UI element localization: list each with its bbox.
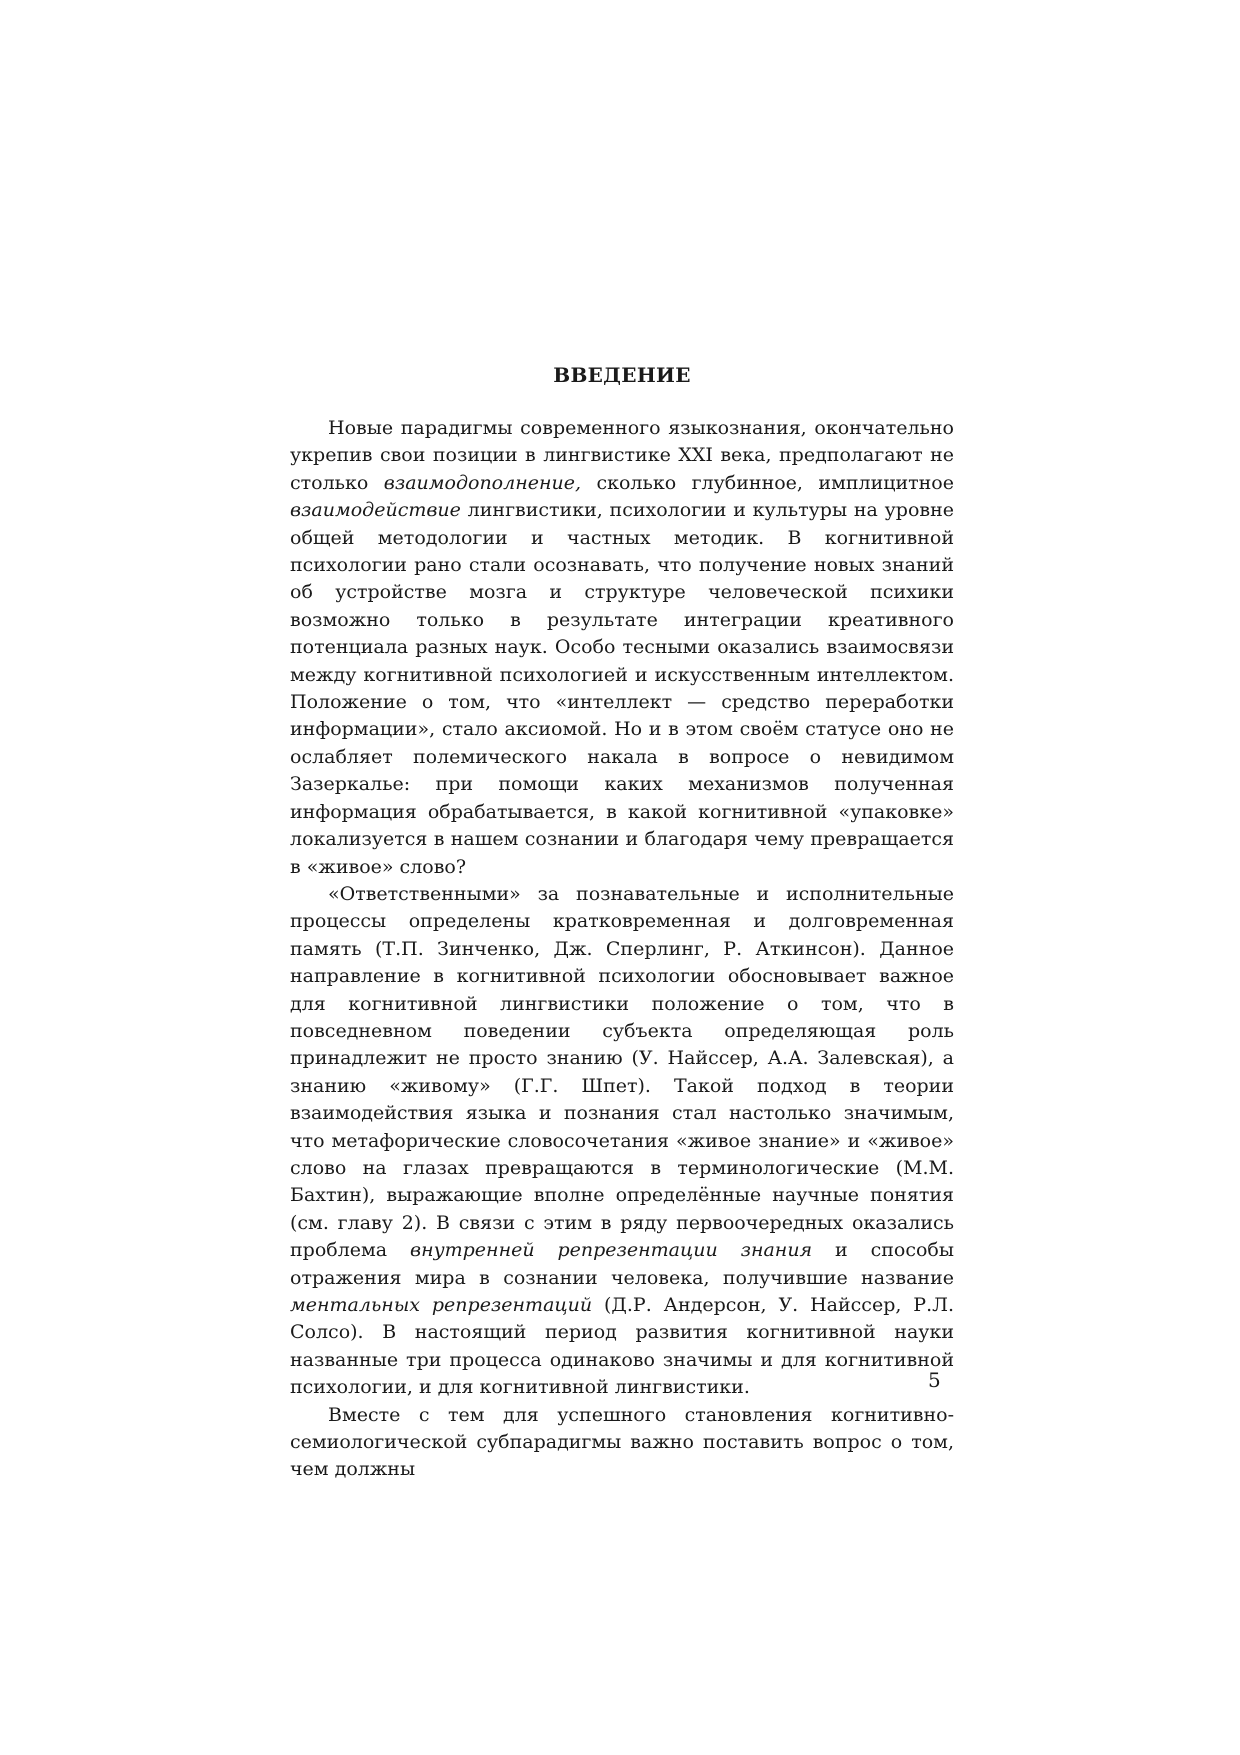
italic-term: взаимодополнение, (383, 471, 582, 494)
italic-term: взаимодействие (290, 499, 461, 522)
text-segment: Вместе с тем для успешного становления когнитивно-семиологической субпарадигмы важно поставить вопрос о том, чем должны (290, 1403, 954, 1481)
page-title: ВВЕДЕНИЕ (553, 363, 691, 387)
text-segment: сколько глубинное, имплицитное (581, 471, 954, 494)
italic-term: внутренней репрезентации знания (410, 1239, 813, 1262)
paragraph-1 (290, 415, 954, 881)
italic-term: ментальных репрезентаций (290, 1294, 593, 1316)
paragraph-3 (290, 1402, 954, 1484)
text-segment: «Ответственными» за познавательные и исполнительные процессы определены кратковременная и долговременная память (Т.П. Зинченко, Дж. Сперлинг, Р. Аткинсон). Данное направление в когнитивной психологии обосновывает важное для когнитивной лингвистики положение о том, что в повседневном поведении субъекта определяющая роль принадлежит не просто знанию (У. Найссер, А.А. Залевская), а знанию «живому» (Г.Г. Шпет). Такой подход в теории взаимодействия языка и познания стал настолько значимым, что метафорические словосочетания «живое знание» и «живое» слово на глазах превращаются в терминологические (М.М. Бахтин), выражающие вполне определённые научные понятия (см. главу 2). В связи с этим в ряду первоочередных оказались проблема (290, 882, 954, 1262)
paragraph-2 (290, 881, 954, 1402)
text-segment: лингвистики, психологии и культуры на уровне общей методологии и частных методик. В когнитивной психологии рано стали осознавать, что получение новых знаний об устройстве мозга и структуре человеческой психики возможно только в результате интеграции креативного потенциала разных наук. Особо тесными оказались взаимосвязи между когнитивной психологией и искусственным интеллектом. Положение о том, что «интеллект — средство переработки информации», стало аксиомой. Но и в этом своём статусе оно не ослабляет полемического накала в вопросе о невидимом Зазеркалье: при помощи каких механизмов полученная информация обрабатывается, в какой когнитивной «упаковке» локализуется в нашем сознании и благодаря чему превращается в «живое» слово? (290, 499, 954, 878)
text-segment: и способы отражения мира в сознании человека, получившие название (290, 1239, 954, 1289)
page-number: 5 (928, 1368, 941, 1392)
page-body (290, 360, 954, 1484)
text-segment: (Д.Р. Андерсон, У. Найссер, Р.Л. Солсо). В настоящий период развития когнитивной науки названные три процесса одинаково значимы и для когнитивной психологии, и для когнитивной лингвистики. (290, 1294, 954, 1399)
text-segment: Новые парадигмы современного языкознания, окончательно укрепив свои позиции в лингвистике XXI века, предполагают не столько (290, 417, 954, 494)
